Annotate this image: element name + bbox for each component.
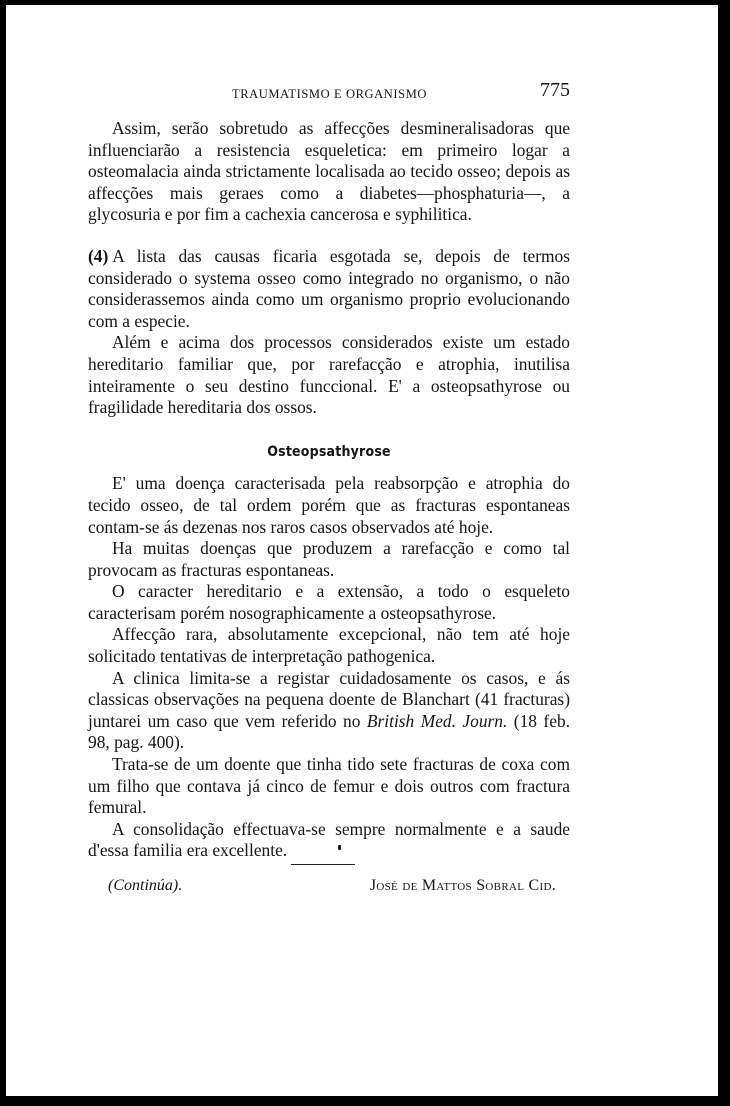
author-signature: José de Mattos Sobral Cid. bbox=[369, 877, 556, 894]
paragraph-8 bbox=[88, 668, 570, 754]
page-number: 775 bbox=[540, 79, 570, 101]
journal-title: British Med. Journ. bbox=[366, 710, 508, 731]
paragraph-7: Affecção rara, absolutamente excepcional, não tem até hoje solicitado tentativas de interpretação pathogenica. bbox=[88, 624, 570, 667]
running-title: TRAUMATISMO E ORGANISMO bbox=[232, 87, 428, 101]
paragraph-9: Trata-se de um doente que tinha tido sete fracturas de coxa com um filho que contava já cinco de femur e dois outros com fractura femural. bbox=[88, 754, 570, 818]
footnote-paragraph bbox=[88, 246, 570, 332]
continua-note: (Continúa). bbox=[108, 877, 183, 894]
paragraph-2: A lista das causas ficaria esgotada se, depois de termos considerado o systema osseo como integrado no organismo, o não considerassemos ainda como um organismo proprio evolucionando com a especie. bbox=[88, 245, 570, 331]
paragraph-8-citation: (18 feb. 98, pag. 400). bbox=[88, 710, 570, 753]
end-rule bbox=[291, 864, 355, 865]
paragraph-8-text: A clinica limita-se a registar cuidadosamente os casos, e ás classicas observações na pequena doente de Blanchart (41 fracturas) juntarei um caso que vem referido no bbox=[88, 667, 570, 731]
page-header bbox=[88, 79, 570, 111]
signature-row bbox=[88, 875, 570, 897]
paragraph-3: Além e acima dos processos considerados existe um estado hereditario familiar que, por rarefacção e atrophia, inutilisa inteiramente o seu destino funccional. E' a osteopsathyrose ou fragilidade hereditaria dos ossos. bbox=[88, 332, 570, 418]
paragraph-6: O caracter hereditario e a extensão, a todo o esqueleto caracterisam porém nosographicamente a osteopsathyrose. bbox=[88, 581, 570, 623]
ornament-dot bbox=[338, 845, 341, 850]
section-heading: Osteopsathyrose bbox=[267, 443, 391, 460]
paragraph-5: Ha muitas doenças que produzem a rarefacção e como tal provocam as fracturas espontaneas. bbox=[88, 538, 570, 580]
paragraph-10: A consolidação effectuava-se sempre normalmente e a saude d'essa familia era excellente. bbox=[88, 818, 570, 861]
paragraph-1: Assim, serão sobretudo as affecções desmineralisadoras que influenciarão a resistencia esqueletica: em primeiro logar a osteomalacia ainda strictamente localisada ao tecido osseo; depois as affecções mais geraes como a diabetes—phosphaturia—, a glycosuria e por fim a cachexia cancerosa e syphilitica. bbox=[88, 118, 570, 225]
footnote-mark: (4) bbox=[88, 245, 109, 266]
body-text bbox=[88, 118, 570, 897]
paragraph-4: E' uma doença caracterisada pela reabsorpção e atrophia do tecido osseo, de tal ordem porém que as fracturas espontaneas contam-se ás dezenas nos raros casos observados até hoje. bbox=[88, 473, 570, 537]
